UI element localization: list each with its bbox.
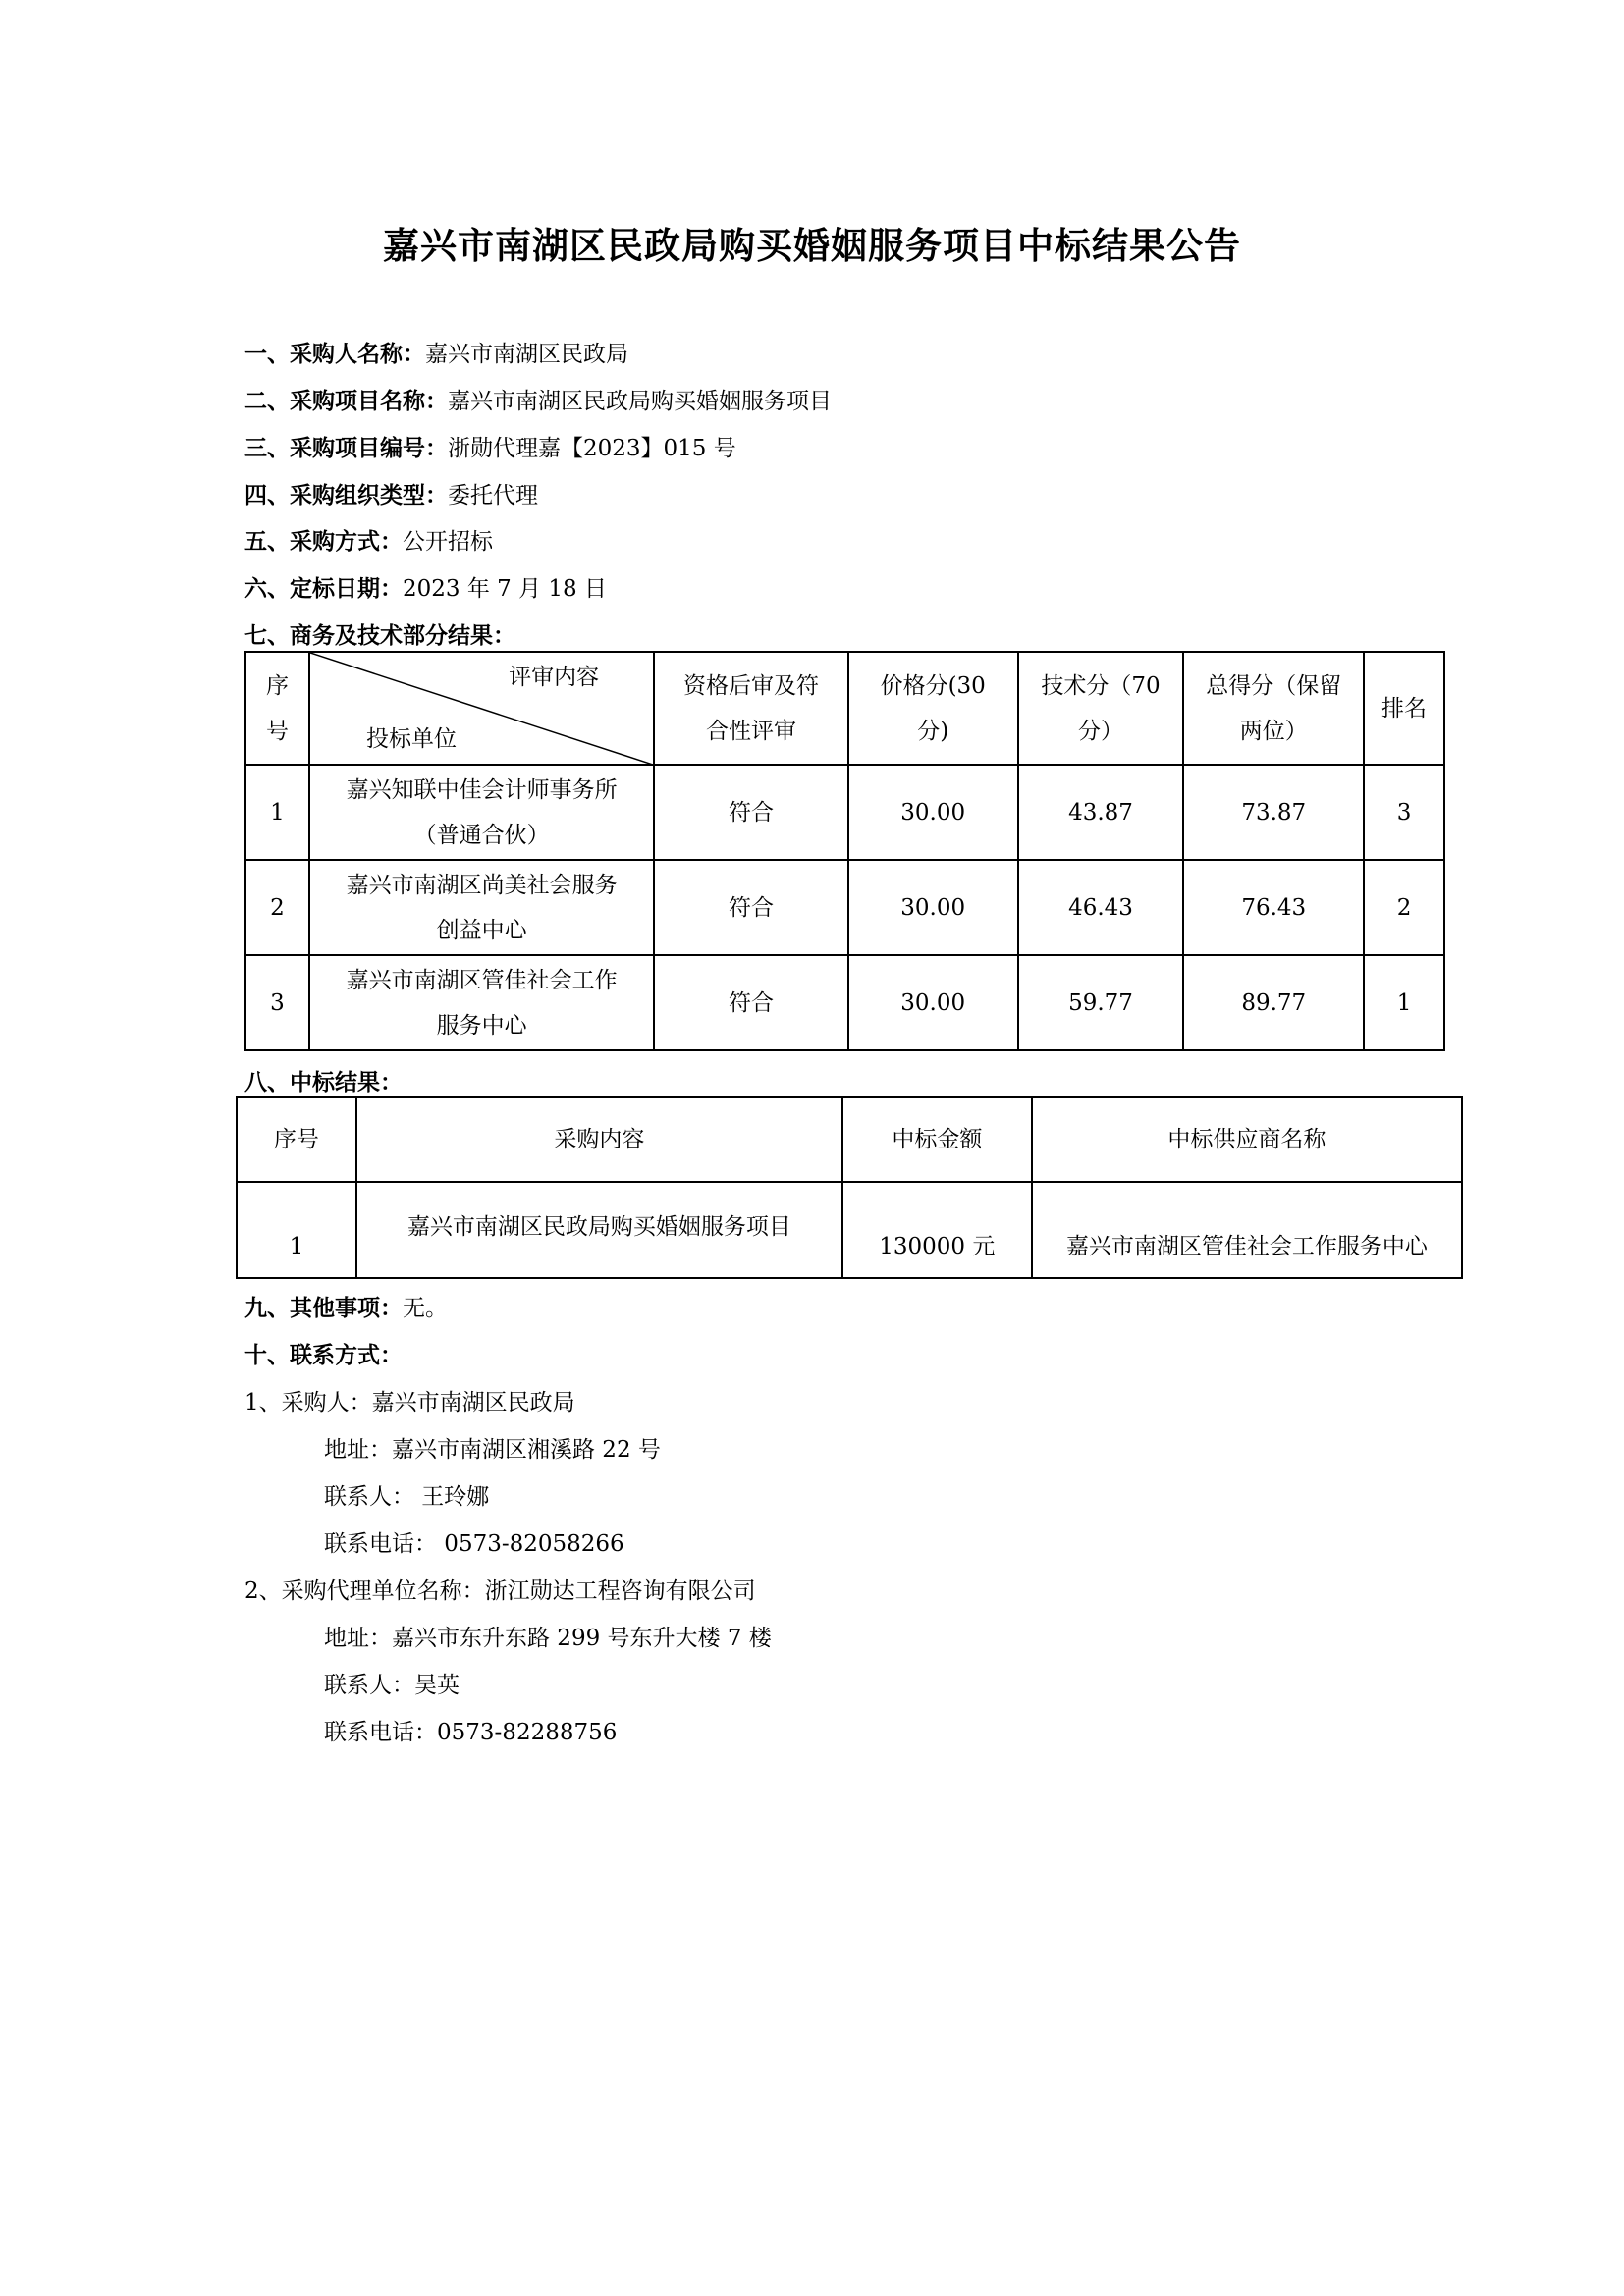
row-total-score: 76.43 xyxy=(1183,860,1364,955)
award-section-heading xyxy=(244,1068,403,1097)
agency-contact-line: 2、采购代理单位名称：浙江勋达工程咨询有限公司 xyxy=(244,1578,756,1604)
header-rank: 排名 xyxy=(1364,652,1444,765)
row-seq: 1 xyxy=(245,765,309,860)
row-price-score: 30.00 xyxy=(848,765,1018,860)
section-label: 九、其他事项： xyxy=(244,1296,403,1321)
award-row-supplier: 嘉兴市南湖区管佳社会工作服务中心 xyxy=(1032,1182,1462,1278)
row-price-score: 30.00 xyxy=(848,955,1018,1050)
section-value: 无。 xyxy=(403,1296,448,1321)
award-row-content: 嘉兴市南湖区民政局购买婚姻服务项目 xyxy=(356,1182,842,1278)
procurement-method-line xyxy=(244,527,493,557)
row-seq: 3 xyxy=(245,955,309,1050)
award-header-seq: 序号 xyxy=(237,1097,356,1182)
contact-section-heading xyxy=(244,1341,403,1370)
section-value: 委托代理 xyxy=(448,483,538,508)
section-label: 四、采购组织类型： xyxy=(244,483,448,508)
bidder-name-line1: 嘉兴市南湖区管佳社会工作 xyxy=(346,967,618,993)
award-row-amount: 130000 元 xyxy=(842,1182,1032,1278)
award-header-supplier: 中标供应商名称 xyxy=(1032,1097,1462,1182)
section-value: 嘉兴市南湖区民政局购买婚姻服务项目 xyxy=(448,389,832,414)
award-header-row xyxy=(237,1097,1462,1182)
bidder-name-line1: 嘉兴市南湖区尚美社会服务 xyxy=(346,872,618,898)
row-rank: 3 xyxy=(1364,765,1444,860)
header-price-score: 价格分(30分) xyxy=(848,652,1018,765)
section-value: 浙勋代理嘉【2023】015 号 xyxy=(448,436,736,461)
row-bidder xyxy=(309,860,654,955)
results-section-heading xyxy=(244,621,515,651)
row-total-score: 73.87 xyxy=(1183,765,1364,860)
project-name-line xyxy=(244,387,832,416)
purchaser-address: 地址：嘉兴市南湖区湘溪路 22 号 xyxy=(324,1437,661,1463)
bidder-name-line2: 服务中心 xyxy=(436,1012,527,1039)
section-label: 七、商务及技术部分结果： xyxy=(244,623,515,649)
table-row xyxy=(245,955,1444,1050)
row-qualification: 符合 xyxy=(654,765,848,860)
agency-address: 地址：嘉兴市东升东路 299 号东升大楼 7 楼 xyxy=(324,1626,772,1651)
organization-type-line xyxy=(244,481,538,510)
row-rank: 1 xyxy=(1364,955,1444,1050)
section-value: 公开招标 xyxy=(403,529,493,555)
award-row-seq: 1 xyxy=(237,1182,356,1278)
agency-phone: 联系电话：0573-82288756 xyxy=(324,1720,618,1745)
section-label: 五、采购方式： xyxy=(244,529,403,555)
bidder-name-line1: 嘉兴知联中佳会计师事务所 xyxy=(346,776,618,803)
award-date-line xyxy=(244,574,607,604)
project-number-line xyxy=(244,434,736,463)
other-matters-line xyxy=(244,1294,448,1323)
award-header-amount: 中标金额 xyxy=(842,1097,1032,1182)
bidder-name-line2: （普通合伙） xyxy=(413,822,550,848)
section-label: 八、中标结果： xyxy=(244,1070,403,1095)
section-value: 2023 年 7 月 18 日 xyxy=(403,576,607,602)
bidder-name-line2: 创益中心 xyxy=(436,917,527,943)
diagonal-line xyxy=(310,653,656,766)
row-bidder xyxy=(309,765,654,860)
results-header-row xyxy=(245,652,1444,765)
results-table xyxy=(244,651,1445,1051)
row-tech-score: 43.87 xyxy=(1018,765,1184,860)
row-tech-score: 59.77 xyxy=(1018,955,1184,1050)
row-qualification: 符合 xyxy=(654,955,848,1050)
purchaser-name-line xyxy=(244,340,628,369)
section-label: 一、采购人名称： xyxy=(244,342,425,367)
header-review-content: 评审内容 xyxy=(509,665,600,690)
row-tech-score: 46.43 xyxy=(1018,860,1184,955)
header-total-score: 总得分（保留两位） xyxy=(1183,652,1364,765)
purchaser-contact-line: 1、采购人：嘉兴市南湖区民政局 xyxy=(244,1390,575,1415)
row-seq: 2 xyxy=(245,860,309,955)
section-label: 二、采购项目名称： xyxy=(244,389,448,414)
section-label: 六、定标日期： xyxy=(244,576,403,602)
row-bidder xyxy=(309,955,654,1050)
table-row xyxy=(245,765,1444,860)
agency-person: 联系人：吴英 xyxy=(324,1673,460,1698)
table-row xyxy=(245,860,1444,955)
page-title: 嘉兴市南湖区民政局购买婚姻服务项目中标结果公告 xyxy=(383,225,1241,267)
row-rank: 2 xyxy=(1364,860,1444,955)
table-row xyxy=(237,1182,1462,1278)
row-price-score: 30.00 xyxy=(848,860,1018,955)
section-label: 三、采购项目编号： xyxy=(244,436,448,461)
award-header-content: 采购内容 xyxy=(356,1097,842,1182)
header-bidder: 投标单位 xyxy=(365,726,457,752)
purchaser-phone: 联系电话： 0573-82058266 xyxy=(324,1531,624,1557)
award-table xyxy=(236,1096,1463,1279)
header-tech-score: 技术分（70分） xyxy=(1018,652,1184,765)
row-total-score: 89.77 xyxy=(1183,955,1364,1050)
header-diagonal-cell xyxy=(309,652,654,765)
header-qualification: 资格后审及符合性评审 xyxy=(654,652,848,765)
section-label: 十、联系方式： xyxy=(244,1343,403,1368)
row-qualification: 符合 xyxy=(654,860,848,955)
purchaser-person: 联系人： 王玲娜 xyxy=(324,1484,490,1510)
header-seq: 序号 xyxy=(245,652,309,765)
section-value: 嘉兴市南湖区民政局 xyxy=(425,342,628,367)
